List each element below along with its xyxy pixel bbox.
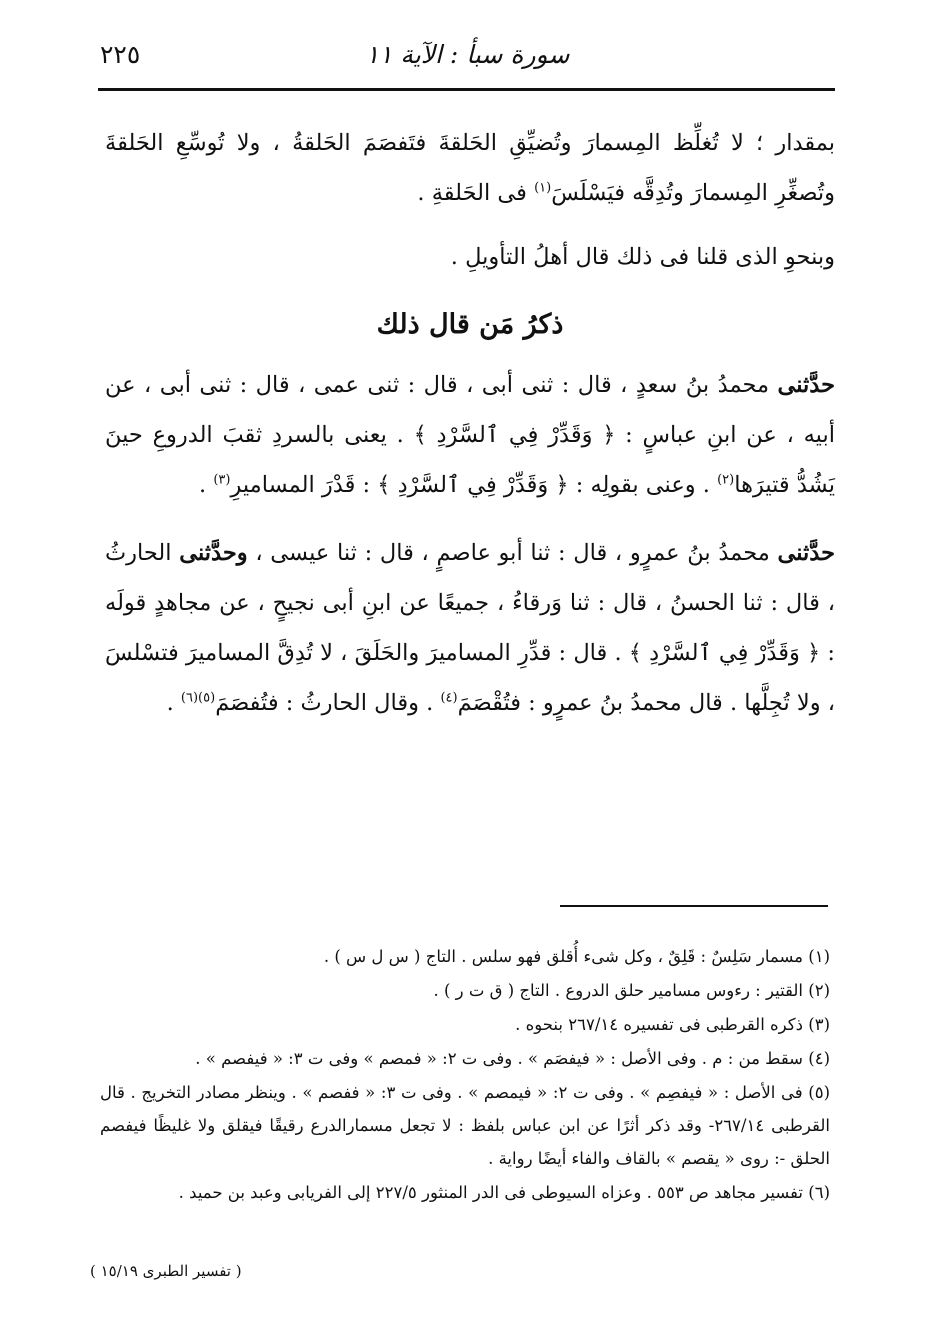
footnote-ref-1: (١)	[534, 180, 552, 196]
footnotes	[100, 940, 830, 1210]
footnote-ref-5-6: (٥)(٦)	[180, 690, 216, 706]
paragraph-4-text-d: .	[166, 690, 181, 716]
paragraph-4	[105, 528, 835, 728]
paragraph-3	[105, 360, 835, 510]
paragraph-4-text-a: محمدُ بنُ عمرٍو ، قال : ثنا أبو عاصمٍ ، قال : ثنا عيسى ،	[247, 540, 778, 566]
paragraph-3-text-c: .	[199, 472, 214, 498]
footnote-ref-2: (٢)	[717, 472, 735, 488]
footnote-3: (٣) ذكره القرطبى فى تفسيره ٢٦٧/١٤ بنحوه .	[515, 1015, 830, 1034]
running-title: سورة سبأ : الآية ١١	[365, 40, 570, 69]
narration-lead-2: وحدَّثنى	[179, 540, 248, 566]
footnote-ref-4: (٤)	[440, 690, 458, 706]
narration-lead: حدَّثنى	[777, 540, 835, 566]
footnote-ref-3: (٣)	[213, 472, 231, 488]
bottom-reference: ( تفسير الطبرى ١٥/١٩ )	[90, 1262, 242, 1280]
footnote-separator	[560, 905, 828, 907]
paragraph-1-text: بمقدار ؛ لا تُغلِّظ المِسمارَ وتُضيِّقِ الحَلقةَ فتَفصَمَ الحَلقةُ ، ولا تُوسِّعِ الحَلقةَ وتُصغِّرِ المِسمارَ وتُدِقَّه فيَسْلَسَ	[105, 130, 835, 206]
footnote-6: (٦) تفسير مجاهد ص ٥٥٣ . وعزاه السيوطى فى الدر المنثور ٢٢٧/٥ إلى الفريابى وعبد بن حميد .	[178, 1183, 830, 1202]
footnote-4: (٤) سقط من : م . وفى الأصل : « فيفصَم » . وفى ت ٢: « فمصم » وفى ت ٣: « فيفصم » .	[195, 1049, 830, 1068]
paragraph-1	[105, 118, 835, 218]
header-rule	[98, 88, 835, 91]
footnote-2: (٢) القتير : رءوس مسامير حلق الدروع . التاج ( ق ت ر ) .	[433, 981, 830, 1000]
section-heading: ذكرُ مَن قال ذلك	[376, 309, 564, 340]
page-header	[100, 40, 835, 80]
page-number: ٢٢٥	[100, 40, 141, 69]
footnote-5: (٥) فى الأصل : « فيفصِم » . وفى ت ٢: « فيمصم » . وفى ت ٣: « ففصم » . وينظر مصادر التخريج . قال القرطبى ٢٦٧/١٤- وقد ذكر أثرًا عن ابن عباس بلفظ : لا تجعل مسمارالدرع رقيقًا فيقلق ولا غليظًا فيفصم الحلق -: روى « يقصم » بالقاف والفاء أيضًا رواية .	[100, 1083, 830, 1168]
narration-lead: حدَّثنى	[777, 372, 835, 398]
paragraph-4-text-c: . وقال الحارثُ : فتُفصَمَ	[215, 690, 441, 716]
paragraph-2: وبنحوِ الذى قلنا فى ذلك قال أهلُ التأويلِ .	[450, 244, 835, 270]
paragraph-3-text-b: . وعنى بقولِه : ﴿ وَقَدِّرْ فِي ٱلسَّرْدِ ﴾ : قَدْرَ المساميرِ	[230, 472, 718, 498]
paragraph-1-end: فى الحَلقةِ .	[417, 180, 535, 206]
paragraph-4-text-b: الحارثُ ، قال : ثنا الحسنُ ، قال : ثنا وَرقاءُ ، جميعًا عن ابنِ أبى نجيحٍ ، عن مجاهدٍ قولَه : ﴿ وَقَدِّرْ فِي ٱلسَّرْدِ ﴾ . قال : قدِّرِ المساميرَ والحَلَقَ ، لا تُدِقَّ المساميرَ فتسْلسَ ، ولا تُجِلَّها . قال محمدُ بنُ عمرٍو : فتُقْصَمَ	[105, 540, 835, 716]
paragraph-3-text-a: محمدُ بنُ سعدٍ ، قال : ثنى أبى ، قال : ثنى عمى ، قال : ثنى أبى ، عن أبيه ، عن ابنِ عباسٍ : ﴿ وَقَدِّرْ فِي ٱلسَّرْدِ ﴾ . يعنى بالسردِ ثقبَ الدروعِ حينَ يَشُدُّ قتيرَها	[105, 372, 835, 498]
footnote-1: (١) مسمار سَلِسٌ : قَلِقٌ ، وكل شىء أُقلق فهو سلس . التاج ( س ل س ) .	[323, 947, 830, 966]
main-text	[105, 118, 835, 746]
